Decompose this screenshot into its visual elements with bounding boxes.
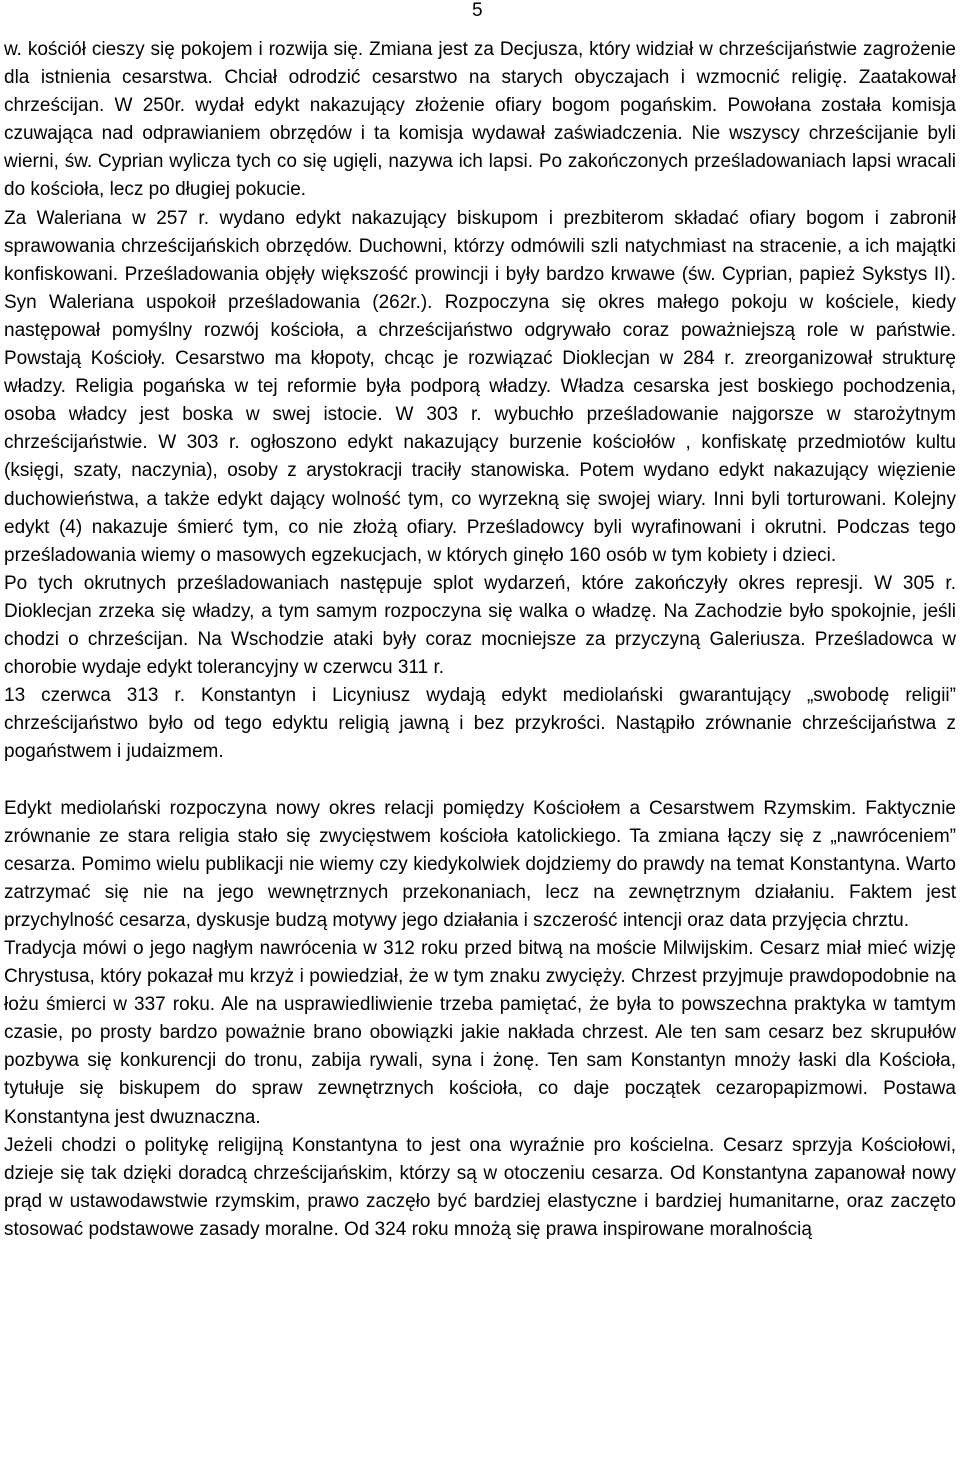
paragraph: w. kościół cieszy się pokojem i rozwija się. Zmiana jest za Decjusza, który widział w chrześcijaństwie zagrożenie dla istnienia cesarstwa. Chciał odrodzić cesarstwo na starych obyczajach i wzmocnić religię. Zaatakował chrześcijan. W 250r. wydał edykt nakazujący złożenie ofiary bogom pogańskim. Powołana została komisja czuwająca nad odprawianiem obrzędów i ta komisja wydawał zaświadczenia. Nie wszyscy chrześcijanie byli wierni, św. Cyprian wylicza tych co się ugięli, nazywa ich lapsi. Po zakończonych prześladowaniach lapsi wracali do kościoła, lecz po długiej pokucie.	[4, 39, 956, 201]
paragraph: Za Waleriana w 257 r. wydano edykt nakazujący biskupom i prezbiterom składać ofiary bogom i zabronił sprawowania chrześcijańskich obrzędów. Duchowni, którzy odmówili szli natychmiast na stracenie, a ich majątki konfiskowani. Prześladowania objęły większość prowincji i były bardzo krwawe (św. Cyprian, papież Sykstys II). Syn Waleriana uspokoił prześladowania (262r.). Rozpoczyna się okres małego pokoju w kościele, kiedy następował pomyślny rozwój kościoła, a chrześcijaństwo odgrywało coraz poważniejszą role w państwie. Powstają Kościoły. Cesarstwo ma kłopoty, chcąc je rozwiązać Dioklecjan w 284 r. zreorganizował strukturę władzy. Religia pogańska w tej reformie była podporą władzy. Władza cesarska jest boskiego pochodzenia, osoba władcy jest boska w swej istocie. W 303 r. wybuchło prześladowanie najgorsze w starożytnym chrześcijaństwie. W 303 r. ogłoszono edykt nakazujący burzenie kościołów , konfiskatę przedmiotów kultu (księgi, szaty, naczynia), osoby z arystokracji traciły stanowiska. Potem wydano edykt nakazujący więzienie duchowieństwa, a także edykt dający wolność tym, co wyrzekną się swojej wiary. Inni byli torturowani. Kolejny edykt (4) nakazuje śmierć tym, co nie złożą ofiary. Prześladowcy byli wyrafinowani i okrutni. Podczas tego prześladowania wiemy o masowych egzekucjach, w których ginęło 160 osób w tym kobiety i dzieci.	[4, 207, 956, 566]
page-number: 5	[472, 0, 483, 21]
paragraph: 13 czerwca 313 r. Konstantyn i Licyniusz wydają edykt mediolański gwarantujący „swobodę religii” chrześcijaństwo było od tego edyktu religią jawną i bez przykrości. Nastąpiło zrównanie chrześcijaństwa z pogaństwem i judaizmem.	[4, 685, 956, 763]
paragraph: Po tych okrutnych prześladowaniach następuje splot wydarzeń, które zakończyły okres represji. W 305 r. Dioklecjan zrzeka się władzy, a tym samym rozpoczyna się walka o władzę. Na Zachodzie było spokojnie, jeśli chodzi o chrześcijan. Na Wschodzie ataki były coraz mocniejsze za przyczyną Galeriusza. Prześladowca w chorobie wydaje edykt tolerancyjny w czerwcu 311 r.	[4, 572, 956, 679]
text-body	[4, 36, 956, 1244]
paragraph: Edykt mediolański rozpoczyna nowy okres relacji pomiędzy Kościołem a Cesarstwem Rzymskim. Faktycznie zrównanie ze stara religia stało się zwycięstwem kościoła katolickiego. Ta zmiana łączy się z „nawróceniem” cesarza. Pomimo wielu publikacji nie wiemy czy kiedykolwiek dojdziemy do prawdy na temat Konstantyna. Warto zatrzymać się nie na jego wewnętrznych przekonaniach, lecz na zewnętrznym działaniu. Faktem jest przychylność cesarza, dyskusje budzą motywy jego działania i szczerość intencji oraz data przyjęcia chrztu.	[4, 797, 956, 931]
paragraph: Tradycja mówi o jego nagłym nawrócenia w 312 roku przed bitwą na moście Milwijskim. Cesarz miał mieć wizję Chrystusa, który pokazał mu krzyż i powiedział, że w tym znaku zwycięży. Chrzest przyjmuje prawdopodobnie na łożu śmierci w 337 roku. Ale na usprawiedliwienie trzeba pamiętać, że była to powszechna praktyka w tamtym czasie, po prosty bardzo poważnie brano obowiązki jakie nakłada chrzest. Ale ten sam cesarz bez skrupułów pozbywa się konkurencji do tronu, zabija rywali, syna i żonę. Ten sam Konstantyn mnoży łaski dla Kościoła, tytułuje się biskupem do spraw zewnętrznych kościoła, co daje początek cezaropapizmowi. Postawa Konstantyna jest dwuznaczna.	[4, 938, 956, 1128]
paragraph: Jeżeli chodzi o politykę religijną Konstantyna to jest ona wyraźnie pro kościelna. Cesarz sprzyja Kościołowi, dzieje się tak dzięki doradcą chrześcijańskim, którzy są w otoczeniu cesarza. Od Konstantyna zapanował nowy prąd w ustawodawstwie rzymskim, prawo zaczęło być bardziej elastyczne i bardziej humanitarne, oraz zaczęto stosować podstawowe zasady moralne. Od 324 roku mnożą się prawa inspirowane moralnością	[4, 1134, 956, 1240]
